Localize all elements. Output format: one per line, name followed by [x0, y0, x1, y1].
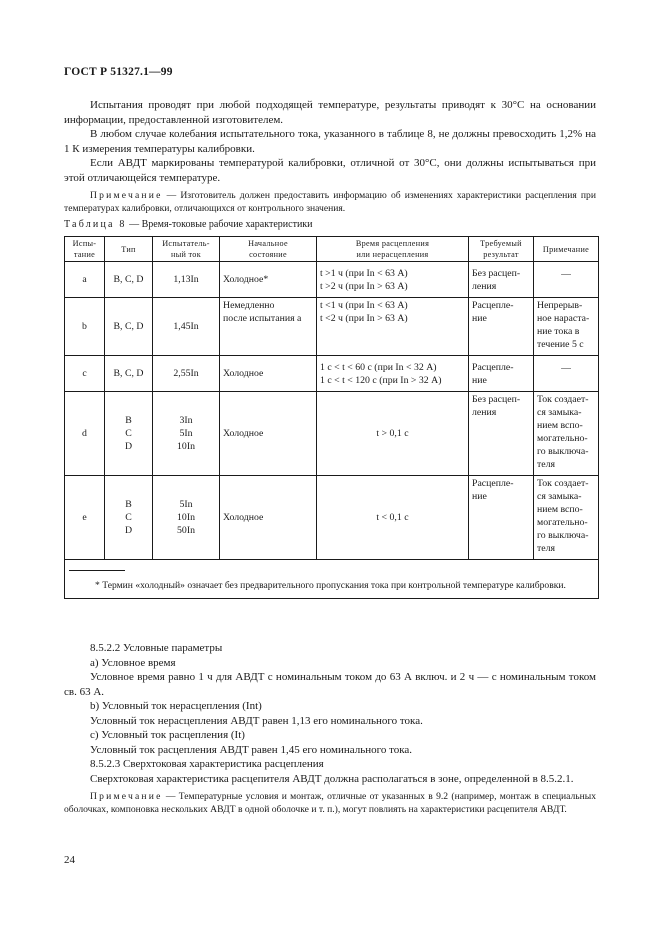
intro-paragraph-2: В любом случае колебания испытательного тока, указанного в таблице 8, не должны превосходить 1,2% на 1 К измерения температуры калибровки. — [64, 128, 596, 155]
cell-type: В, С, D — [105, 356, 153, 392]
page-number: 24 — [64, 854, 75, 866]
cell-time: t > 0,1 с — [317, 392, 469, 476]
table-caption — [64, 219, 313, 230]
section-line-1: 8.5.2.2 Условные параметры — [90, 642, 223, 654]
table-row — [65, 356, 599, 392]
cell-current: 1,13In — [153, 262, 220, 298]
table-footnote-cell — [65, 560, 599, 599]
section-line-4: b) Условный ток нерасцепления (Int) — [90, 700, 262, 712]
table-row — [65, 298, 599, 356]
header-state: Начальное состояние — [220, 237, 317, 262]
cell-result: Расцепле- ние — [469, 476, 534, 560]
note-1-label: Примечание — [90, 190, 163, 201]
cell-note: Ток создает- ся замыка- нием вспо- могательно- го выключа- теля — [534, 476, 599, 560]
table-row — [65, 392, 599, 476]
cell-state: Немедленно после испытания a — [220, 298, 317, 356]
cell-result: Расцепле- ние — [469, 298, 534, 356]
note-1-text: — Изготовитель должен предоставить информацию об изменениях характеристики расцепления при температурах калибровки, отличающихся от контрольного значения. — [64, 190, 596, 214]
cell-time: 1 с < t < 60 с (при In < 32 А) 1 с < t < 120 с (при In > 32 А) — [317, 356, 469, 392]
cell-note: Непрерыв- ное нараста- ние тока в течение 5 с — [534, 298, 599, 356]
header-result: Требуемый результат — [469, 237, 534, 262]
intro-paragraph-1: Испытания проводят при любой подходящей температуре, результаты приводят к 30°С на основании информации, предоставленной изготовителем. — [64, 99, 596, 126]
note-1 — [64, 189, 596, 215]
section-line-8: 8.5.2.3 Сверхтоковая характеристика расцепления — [90, 758, 324, 770]
cell-current: 3In 5In 10In — [153, 392, 220, 476]
cell-state: Холодное — [220, 476, 317, 560]
note-2-label: Примечание — [90, 791, 163, 802]
cell-test: a — [65, 262, 105, 298]
section-line-7: Условный ток расцепления АВДТ равен 1,45 его номинального тока. — [90, 743, 413, 756]
cell-test: e — [65, 476, 105, 560]
cell-note: — — [534, 262, 599, 298]
cell-note: Ток создает- ся замыка- нием вспо- могательно- го выключа- теля — [534, 392, 599, 476]
table-caption-label: Таблица 8 — [64, 219, 127, 230]
note-2 — [64, 790, 596, 816]
header-time: Время расцепления или нерасцепления — [317, 237, 469, 262]
table-header-row — [65, 237, 599, 262]
footnote-divider — [69, 570, 125, 571]
cell-type: В, С, D — [105, 262, 153, 298]
cell-test: b — [65, 298, 105, 356]
header-test: Испы- тание — [65, 237, 105, 262]
section-line-5: Условный ток нерасцепления АВДТ равен 1,13 его номинального тока. — [90, 714, 423, 727]
section-line-9: Сверхтоковая характеристика расцепителя АВДТ должна располагаться в зоне, определенной в 8.5.2.1. — [90, 772, 574, 785]
cell-result: Без расцеп- ления — [469, 392, 534, 476]
cell-note: — — [534, 356, 599, 392]
cell-result: Без расцеп- ления — [469, 262, 534, 298]
note-2-text: — Температурные условия и монтаж, отличные от указанных в 9.2 (например, монтаж в специальных оболочках, компоновка нескольких АВДТ в одной оболочке и т. п.), могут повлиять на характеристики расцепителя АВДТ. — [64, 791, 596, 815]
time-current-table — [64, 236, 599, 599]
table-row — [65, 476, 599, 560]
cell-type: В С D — [105, 392, 153, 476]
table-footnote-row — [65, 560, 599, 599]
cell-time: t < 0,1 с — [317, 476, 469, 560]
header-note: Примечание — [534, 237, 599, 262]
cell-time: t <1 ч (при In < 63 А) t <2 ч (при In > 63 А) — [317, 298, 469, 356]
table-row — [65, 262, 599, 298]
section-line-2: а) Условное время — [90, 656, 176, 669]
cell-time: t >1 ч (при In < 63 А) t >2 ч (при In > 63 А) — [317, 262, 469, 298]
section-line-3: Условное время равно 1 ч для АВДТ с номинальным током до 63 А включ. и 2 ч — с номинальным током св. 63 А. — [64, 671, 596, 698]
cell-current: 2,55In — [153, 356, 220, 392]
table-footnote: * Термин «холодный» означает без предварительного пропускания тока при контрольной температуре калибровки. — [95, 580, 566, 591]
cell-current: 5In 10In 50In — [153, 476, 220, 560]
table-caption-text: — Время-токовые рабочие характеристики — [126, 219, 313, 230]
section-line-6: с) Условный ток расцепления (It) — [90, 729, 245, 741]
header-type: Тип — [105, 237, 153, 262]
cell-test: d — [65, 392, 105, 476]
intro-paragraph-3: Если АВДТ маркированы температурой калибровки, отличной от 30°С, они должны испытываться при этой отличающейся температуре. — [64, 157, 596, 184]
intro-block — [64, 98, 596, 215]
cell-current: 1,45In — [153, 298, 220, 356]
cell-test: c — [65, 356, 105, 392]
cell-state: Холодное* — [220, 262, 317, 298]
header-current: Испытатель- ный ток — [153, 237, 220, 262]
section-block — [64, 641, 596, 816]
cell-type: В С D — [105, 476, 153, 560]
cell-result: Расцепле- ние — [469, 356, 534, 392]
cell-type: В, С, D — [105, 298, 153, 356]
document-header: ГОСТ Р 51327.1—99 — [64, 66, 173, 78]
cell-state: Холодное — [220, 356, 317, 392]
cell-state: Холодное — [220, 392, 317, 476]
